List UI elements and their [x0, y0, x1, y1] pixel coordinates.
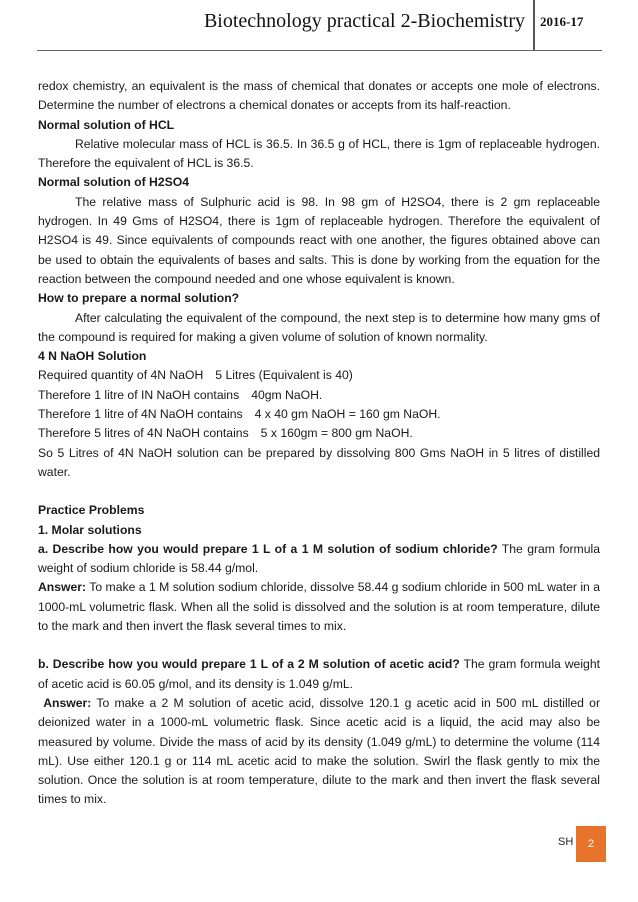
heading-how-to: How to prepare a normal solution? — [38, 291, 240, 306]
question-a-text: a. Describe how you would prepare 1 L of a 1 M solution of sodium chloride? — [38, 541, 498, 556]
header-divider — [533, 0, 535, 50]
naoh-line-1-label: Required quantity of 4N NaOH — [38, 368, 204, 383]
footer-initials: SH — [558, 836, 574, 848]
page-number: 2 — [587, 838, 595, 850]
heading-h2so4: Normal solution of H2SO4 — [38, 175, 190, 190]
question-b — [38, 655, 600, 694]
answer-b-text: To make a 2 M solution of acetic acid, dissolve 120.1 g acetic acid in 500 mL distilled or deionized water in a 1000-mL volumetric flask. Since acetic acid is a liquid, the acid may also be measured by volume. Divide the mass of acid by its density (1.049 g/mL) to determine the volume (114 mL). Use either 120.1 g or 114 mL acetic acid to make the solution. Swirl the flask gently to mix the solution. Once the solution is at room temperature, dilute to the mark and then invert the flask several times to mix. — [38, 695, 601, 807]
answer-b-label: Answer: — [43, 695, 92, 710]
paragraph-redox: redox chemistry, an equivalent is the mass of chemical that donates or accepts one mole of electrons. Determine the number of electrons a chemical donates or accepts from its half-reaction. — [38, 79, 600, 113]
header-title: Biotechnology practical 2-Biochemistry — [203, 10, 525, 32]
spacer — [38, 482, 600, 501]
paragraph-how-to: After calculating the equivalent of the compound, the next step is to determine how many gms of the compound is required for making a given volume of solution of known normality. — [38, 310, 600, 344]
spacer — [38, 636, 600, 655]
question-a — [38, 540, 600, 579]
answer-a-text: To make a 1 M solution sodium chloride, dissolve 58.44 g sodium chloride in 500 mL water in a 1000-mL volumetric flask. When all the solid is dissolved and the solution is at room temperature, dilute to the mark and then invert the flask several times to mix. — [38, 580, 600, 634]
naoh-line-3-label: Therefore 1 litre of 4N NaOH contains — [38, 407, 243, 422]
naoh-line-2-label: Therefore 1 litre of IN NaOH contains — [38, 387, 240, 402]
question-b-detail: The gram formula weight of acetic acid is 60.05 g/mol, and its density is 1.049 g/mL. — [38, 657, 600, 691]
naoh-line-2-value: 40gm NaOH. — [251, 387, 323, 402]
naoh-line-2 — [38, 386, 600, 405]
heading-practice-problems: Practice Problems — [38, 503, 145, 518]
header-rule — [37, 50, 602, 51]
answer-b — [38, 694, 600, 810]
question-b-text: b. Describe how you would prepare 1 L of a 2 M solution of acetic acid? — [38, 657, 460, 672]
page-number-badge — [576, 826, 606, 862]
naoh-line-1 — [38, 366, 600, 385]
heading-molar-solutions: 1. Molar solutions — [38, 522, 142, 537]
naoh-line-4-label: Therefore 5 litres of 4N NaOH contains — [38, 426, 249, 441]
answer-a-label: Answer: — [38, 580, 87, 595]
heading-naoh: 4 N NaOH Solution — [38, 349, 147, 364]
header-year: 2016-17 — [540, 14, 584, 29]
naoh-line-3 — [38, 405, 600, 424]
naoh-line-4-value: 5 x 160gm = 800 gm NaOH. — [260, 426, 413, 441]
naoh-line-3-value: 4 x 40 gm NaOH = 160 gm NaOH. — [254, 407, 441, 422]
answer-a — [38, 578, 600, 636]
naoh-line-1-value: 5 Litres (Equivalent is 40) — [215, 368, 353, 383]
heading-hcl: Normal solution of HCL — [38, 117, 175, 132]
paragraph-hcl: Relative molecular mass of HCL is 36.5. In 36.5 g of HCL, there is 1gm of replaceable hydrogen. Therefore the equivalent of HCL is 36.5. — [38, 136, 600, 171]
question-a-detail: The gram formula weight of sodium chloride is 58.44 g/mol. — [38, 541, 600, 576]
document-body — [38, 77, 600, 810]
paragraph-h2so4: The relative mass of Sulphuric acid is 98. In 98 gm of H2SO4, there is 2 gm replaceable hydrogen. In 49 Gms of H2SO4, there is 1gm of replaceable hydrogen. Therefore the equivalent of H2SO4 is 49. Since equivalents of compounds react with one another, the figures obtained above can be used to obtain the equivalents of bases and salts. This is done by working from the equation for the reaction between the compound needed and one whose equivalent is known. — [38, 194, 600, 286]
naoh-conclusion: So 5 Litres of 4N NaOH solution can be prepared by dissolving 800 Gms NaOH in 5 litres of distilled water. — [38, 445, 600, 479]
naoh-line-4 — [38, 424, 600, 443]
